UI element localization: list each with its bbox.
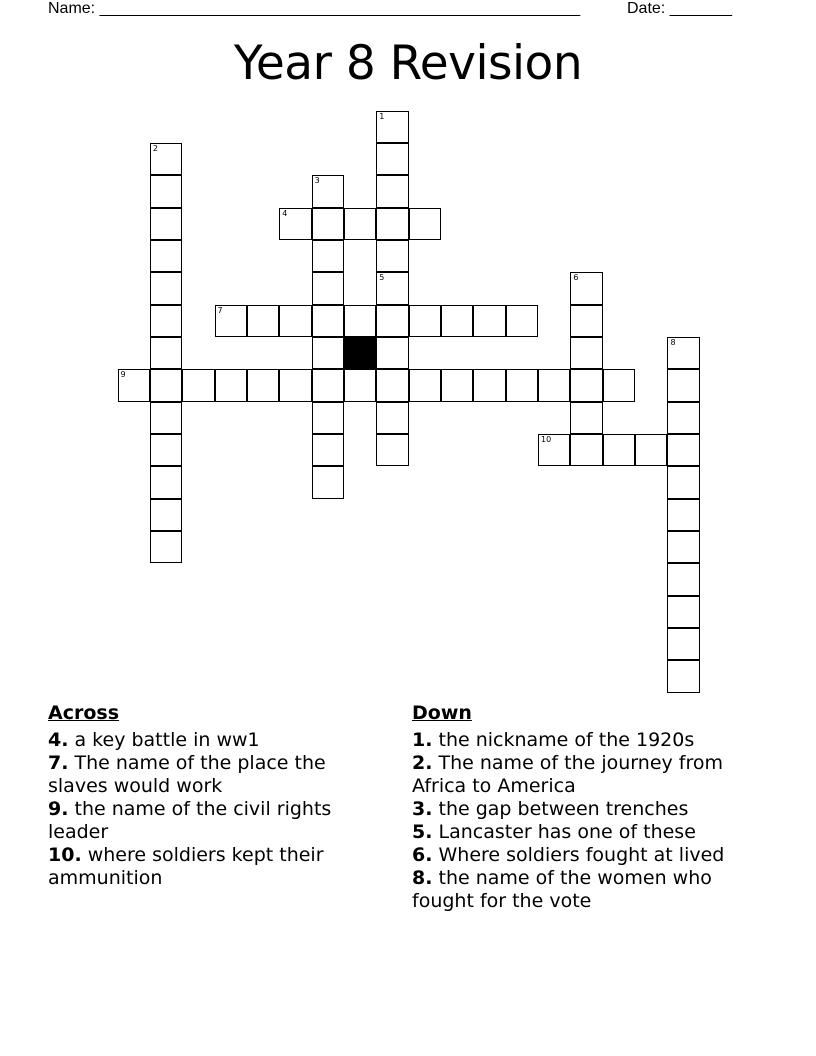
clue-number: 9 [120, 370, 126, 380]
clue-number: 4 [282, 208, 288, 218]
grid-cell[interactable] [150, 240, 182, 272]
grid-cell[interactable] [376, 272, 408, 304]
grid-cell[interactable] [279, 369, 311, 401]
grid-cell[interactable] [376, 240, 408, 272]
across-clue [48, 798, 378, 844]
page-title: Year 8 Revision [233, 36, 583, 91]
down-clue [412, 821, 762, 844]
name-field-label: Name: ______________________________________________________ [48, 0, 581, 17]
grid-cell[interactable] [570, 337, 602, 369]
grid-cell[interactable] [570, 434, 602, 466]
grid-cell[interactable] [667, 563, 699, 595]
grid-cell[interactable] [538, 434, 570, 466]
grid-cell[interactable] [150, 369, 182, 401]
grid-cell[interactable] [538, 369, 570, 401]
grid-cell[interactable] [376, 337, 408, 369]
grid-cell[interactable] [150, 175, 182, 207]
grid-cell[interactable] [279, 208, 311, 240]
clue-number: 8 [670, 337, 676, 347]
grid-cell[interactable] [409, 369, 441, 401]
grid-cell[interactable] [118, 369, 150, 401]
clue-number: 3 [314, 176, 320, 186]
grid-cell[interactable] [667, 628, 699, 660]
clue-number: 5 [379, 273, 385, 283]
grid-cell[interactable] [570, 402, 602, 434]
down-clue [412, 752, 762, 798]
down-clue [412, 798, 762, 821]
grid-cell[interactable] [150, 402, 182, 434]
grid-cell[interactable] [570, 305, 602, 337]
black-cell [344, 337, 376, 369]
grid-cell[interactable] [344, 305, 376, 337]
clue-text: Lancaster has one of these [432, 821, 696, 843]
grid-cell[interactable] [150, 337, 182, 369]
clue-number: 2 [152, 143, 158, 153]
grid-cell[interactable] [182, 369, 214, 401]
grid-cell[interactable] [506, 369, 538, 401]
clue-text: the name of the women who fought for the vote [412, 867, 712, 912]
grid-cell[interactable] [150, 466, 182, 498]
grid-cell[interactable] [376, 305, 408, 337]
grid-cell[interactable] [376, 434, 408, 466]
grid-cell[interactable] [247, 305, 279, 337]
grid-cell[interactable] [215, 369, 247, 401]
grid-cell[interactable] [150, 434, 182, 466]
down-clue [412, 729, 762, 752]
grid-cell[interactable] [570, 369, 602, 401]
grid-cell[interactable] [150, 499, 182, 531]
clue-text: the name of the civil rights leader [48, 798, 332, 843]
grid-cell[interactable] [473, 305, 505, 337]
grid-cell[interactable] [667, 466, 699, 498]
across-clues [48, 702, 378, 890]
grid-cell[interactable] [635, 434, 667, 466]
grid-cell[interactable] [150, 305, 182, 337]
clue-number: 6 [573, 273, 579, 283]
grid-cell[interactable] [570, 272, 602, 304]
grid-cell[interactable] [312, 434, 344, 466]
clue-text: the gap between trenches [432, 798, 689, 820]
grid-cell[interactable] [150, 143, 182, 175]
grid-cell[interactable] [279, 305, 311, 337]
grid-cell[interactable] [312, 369, 344, 401]
across-clue [48, 844, 378, 890]
clue-number: 8. [412, 867, 433, 889]
clue-text: a key battle in ww1 [68, 729, 260, 751]
grid-cell[interactable] [667, 499, 699, 531]
clue-number: 1 [379, 111, 385, 121]
grid-cell[interactable] [312, 272, 344, 304]
clue-number: 6. [412, 844, 433, 866]
grid-cell[interactable] [312, 305, 344, 337]
grid-cell[interactable] [344, 369, 376, 401]
clue-number: 9. [48, 798, 69, 820]
grid-cell[interactable] [376, 111, 408, 143]
grid-cell[interactable] [312, 402, 344, 434]
grid-cell[interactable] [667, 402, 699, 434]
grid-cell[interactable] [409, 208, 441, 240]
grid-cell[interactable] [667, 531, 699, 563]
grid-cell[interactable] [150, 272, 182, 304]
grid-cell[interactable] [376, 369, 408, 401]
grid-cell[interactable] [667, 596, 699, 628]
down-clues [412, 702, 762, 913]
down-clue [412, 867, 762, 913]
grid-cell[interactable] [344, 208, 376, 240]
grid-cell[interactable] [312, 240, 344, 272]
grid-cell[interactable] [506, 305, 538, 337]
grid-cell[interactable] [312, 466, 344, 498]
grid-cell[interactable] [247, 369, 279, 401]
grid-cell[interactable] [603, 434, 635, 466]
down-heading: Down [412, 702, 472, 724]
grid-cell[interactable] [376, 143, 408, 175]
clue-text: Where soldiers fought at lived [432, 844, 725, 866]
grid-cell[interactable] [150, 531, 182, 563]
grid-cell[interactable] [150, 208, 182, 240]
across-clue [48, 729, 378, 752]
grid-cell[interactable] [667, 434, 699, 466]
clue-text: the nickname of the 1920s [432, 729, 695, 751]
grid-cell[interactable] [441, 305, 473, 337]
grid-cell[interactable] [409, 305, 441, 337]
down-clue [412, 844, 762, 867]
clue-number: 5. [412, 821, 433, 843]
grid-cell[interactable] [376, 402, 408, 434]
grid-cell[interactable] [376, 208, 408, 240]
grid-cell[interactable] [215, 305, 247, 337]
across-heading: Across [48, 702, 120, 724]
grid-cell[interactable] [667, 660, 699, 692]
grid-cell[interactable] [312, 175, 344, 207]
grid-cell[interactable] [667, 337, 699, 369]
clue-text: where soldiers kept their ammunition [48, 844, 324, 889]
across-clue [48, 752, 378, 798]
clue-number: 10. [48, 844, 82, 866]
grid-cell[interactable] [473, 369, 505, 401]
clue-number: 2. [412, 752, 433, 774]
clue-number: 3. [412, 798, 433, 820]
grid-cell[interactable] [603, 369, 635, 401]
date-field-label: Date: _______ [627, 0, 732, 17]
clue-number: 7 [217, 305, 223, 315]
grid-cell[interactable] [376, 175, 408, 207]
grid-cell[interactable] [667, 369, 699, 401]
clue-number: 10 [541, 435, 552, 444]
grid-cell[interactable] [312, 337, 344, 369]
grid-cell[interactable] [312, 208, 344, 240]
clue-text: The name of the journey from Africa to America [412, 752, 724, 797]
clue-number: 1. [412, 729, 433, 751]
grid-cell[interactable] [441, 369, 473, 401]
clue-text: The name of the place the slaves would work [48, 752, 326, 797]
clue-number: 4. [48, 729, 69, 751]
clue-number: 7. [48, 752, 69, 774]
